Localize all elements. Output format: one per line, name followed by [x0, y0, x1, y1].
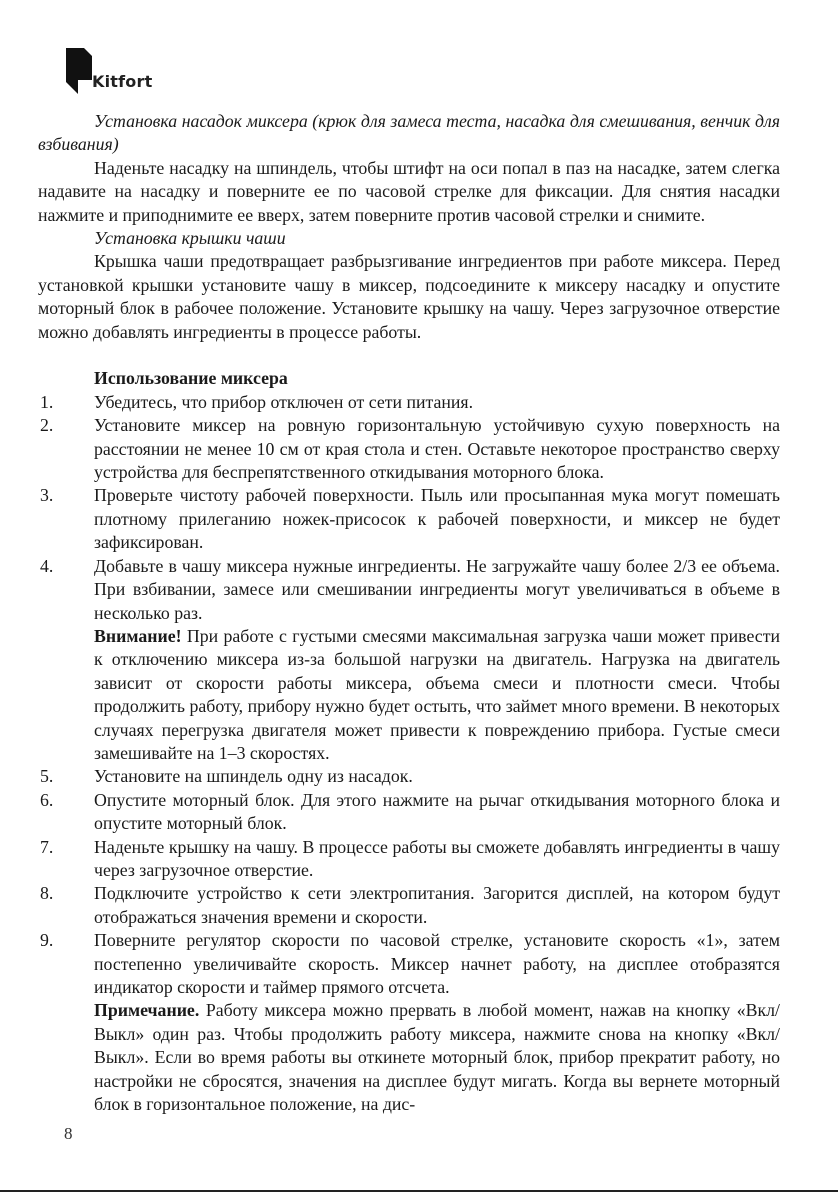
brand-name: Kitfort	[92, 72, 153, 91]
usage-section-title: Использование миксера	[94, 368, 288, 389]
page-number: 8	[64, 1124, 73, 1143]
brand-logo	[66, 48, 266, 94]
lid-section-title: Установка крышки чаши	[94, 228, 286, 249]
list-item: 7. Наденьте крышку на чашу. В процессе работы вы сможете добавлять ингредиенты в чашу через загрузочное отверстие.	[40, 836, 780, 880]
note-paragraph: Примечание. Работу миксера можно прервать в любой момент, нажав на кнопку «Вкл/Выкл» один раз. Чтобы продолжить работу миксера, нажмите снова на кнопку «Вкл/Выкл». Если во время работы вы откинете моторный блок, прибор прекратит работу, но настройки не сбросятся, значения на дисплее будут мигать. Когда вы вернете моторный блок в горизонтальное положение, на дис-	[94, 1000, 780, 1115]
warning-note: Внимание! При работе с густыми смесями максимальная загрузка чаши может привести к отключению миксера из-за большой нагрузки на двигатель. Нагрузка на двигатель зависит от скорости работы миксера, объема смеси и плотности смеси. Чтобы продолжить работу, прибору нужно будет остыть, что займет много времени. В некоторых случаях перегрузка двигателя может привести к повреждению прибора. Густые смеси замешивайте на 1–3 скоростях.	[94, 625, 780, 763]
attach-section-title: Установка насадок миксера (крюк для замеса теста, насадка для смешивания, венчик для взбивания)	[38, 111, 780, 155]
attach-section-text: Наденьте насадку на шпиндель, чтобы штифт на оси попал в паз на насадке, затем слегка надавите на насадку и поверните ее по часовой стрелке для фиксации. Для снятия насадки нажмите и приподнимите ее вверх, затем поверните против часовой стрелки и снимите.	[38, 157, 780, 225]
list-item: 3. Проверьте чистоту рабочей поверхности. Пыль или просыпанная мука могут помешать плотному прилеганию ножек-присосок к рабочей поверхности, и миксер не будет зафиксирован.	[40, 485, 780, 553]
list-item: 9. Поверните регулятор скорости по часовой стрелке, установите скорость «1», затем постепенно увеличивайте скорость. Миксер начнет работу, на дисплее отобразятся индикатор скорости и таймер прямого отсчета.	[40, 930, 780, 998]
list-item: 5. Установите на шпиндель одну из насадок.	[40, 766, 413, 787]
lid-section-text: Крышка чаши предотвращает разбрызгивание ингредиентов при работе миксера. Перед установкой крышки установите чашу в миксер, подсоедините к миксеру насадку и опустите моторный блок в рабочее положение. Установите крышку на чашу. Через загрузочное отверстие можно добавлять ингредиенты в процессе работы.	[38, 251, 780, 342]
page-bottom-rule	[0, 1190, 838, 1192]
list-item: 1. Убедитесь, что прибор отключен от сети питания.	[40, 391, 474, 412]
list-item: 8. Подключите устройство к сети электропитания. Загорится дисплей, на котором будут отображаться значения времени и скорости.	[40, 883, 780, 927]
list-item: 2. Установите миксер на ровную горизонтальную устойчивую сухую поверхность на расстоянии не менее 10 см от края стола и стен. Оставьте некоторое пространство сверху устройства для беспрепятственного откидывания моторного блока.	[40, 415, 780, 483]
page-content	[38, 110, 780, 1116]
kitfort-logo-icon	[66, 48, 92, 94]
list-item: 4. Добавьте в чашу миксера нужные ингредиенты. Не загружайте чашу более 2/3 ее объема. При взбивании, замесе или смешивании ингредиенты могут увеличиваться в объеме в несколько раз.	[40, 555, 780, 623]
list-item: 6. Опустите моторный блок. Для этого нажмите на рычаг откидывания моторного блока и опустите моторный блок.	[40, 789, 780, 834]
